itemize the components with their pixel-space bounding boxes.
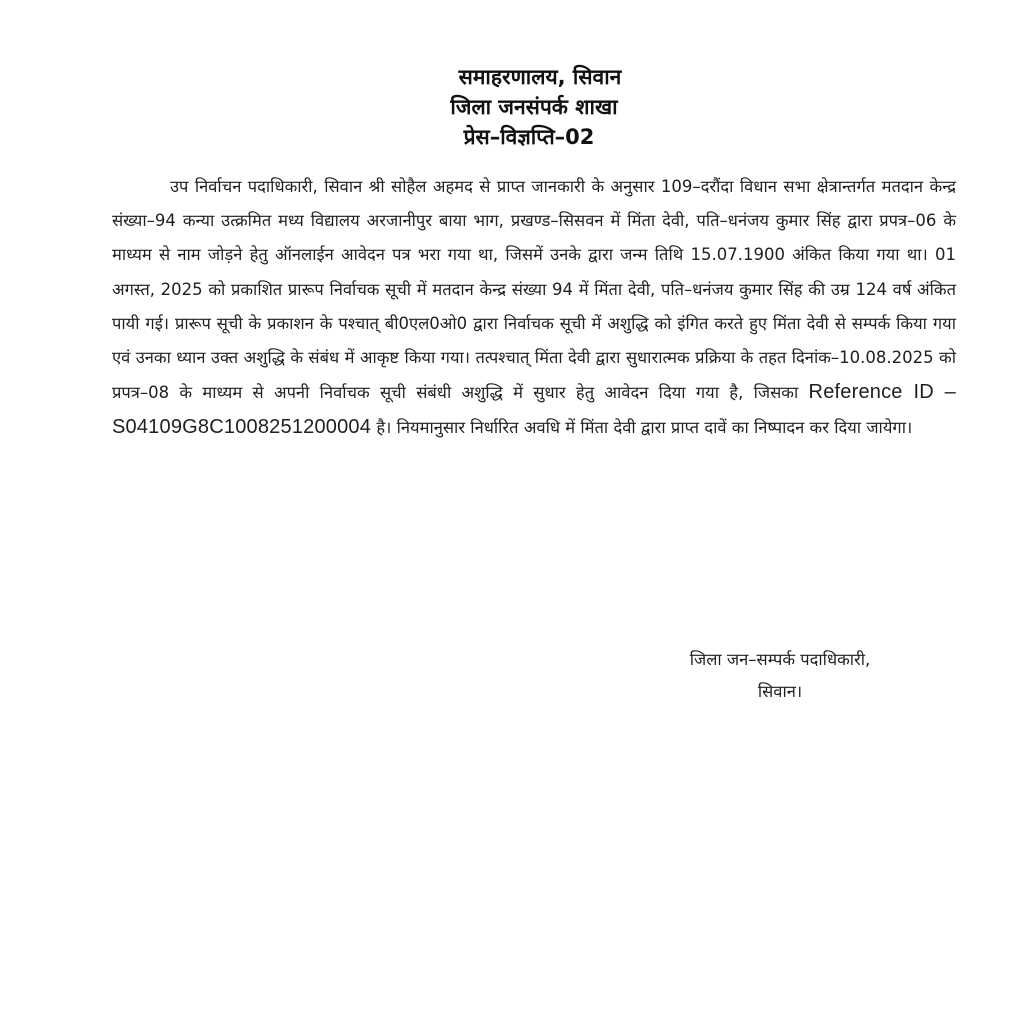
reference-id: Reference ID – S04109G8C1008251200004 bbox=[112, 381, 956, 439]
document-header bbox=[0, 62, 1024, 152]
branch-title: जिला जनसंपर्क शाखा bbox=[450, 95, 618, 119]
press-release-title: प्रेस–विज्ञप्ति–02 bbox=[463, 125, 595, 149]
body-text-part-2: है। नियमानुसार निर्धारित अवधि में मिंता देवी द्वारा प्राप्त दावें का निष्पादन कर दिया जायेगा। bbox=[376, 418, 913, 438]
press-release-body bbox=[112, 170, 956, 446]
signatory-place: सिवान। bbox=[757, 682, 803, 701]
signature-block bbox=[600, 644, 960, 708]
office-title: समाहरणालय, सिवान bbox=[458, 65, 622, 89]
signatory-designation: जिला जन–सम्पर्क पदाधिकारी, bbox=[689, 650, 871, 669]
body-text-part-1: उप निर्वाचन पदाधिकारी, सिवान श्री सोहैल अहमद से प्राप्त जानकारी के अनुसार 109–दरौंदा विधान सभा क्षेत्रान्तर्गत मतदान केन्द्र संख्या–94 कन्या उत्क्रमित मध्य विद्यालय अरजानीपुर बाया भाग, प्रखण्ड–सिसवन में मिंता देवी, पति–धनंजय कुमार सिंह द्वारा प्रपत्र–06 के माध्यम से नाम जोड़ने हेतु ऑनलाईन आवेदन पत्र भरा गया था, जिसमें उनके द्वारा जन्म तिथि 15.07.1900 अंकित किया गया था। 01 अगस्त, 2025 को प्रकाशित प्रारूप निर्वाचक सूची में मतदान केन्द्र संख्या 94 में मिंता देवी, पति–धनंजय कुमार सिंह की उम्र 124 वर्ष अंकित पायी गई। प्रारूप सूची के प्रकाशन के पश्चात् बी0एल0ओ0 द्वारा निर्वाचक सूची में अशुद्धि को इंगित करते हुए मिंता देवी से सम्पर्क किया गया एवं उनका ध्यान उक्त अशुद्धि के संबंध में आकृष्ट किया गया। तत्पश्चात् मिंता देवी द्वारा सुधारात्मक प्रक्रिया के तहत दिनांक–10.08.2025 को प्रपत्र–08 के माध्यम से अपनी निर्वाचक सूची संबंधी अशुद्धि में सुधार हेतु आवेदन दिया गया है, जिसका bbox=[112, 177, 956, 403]
